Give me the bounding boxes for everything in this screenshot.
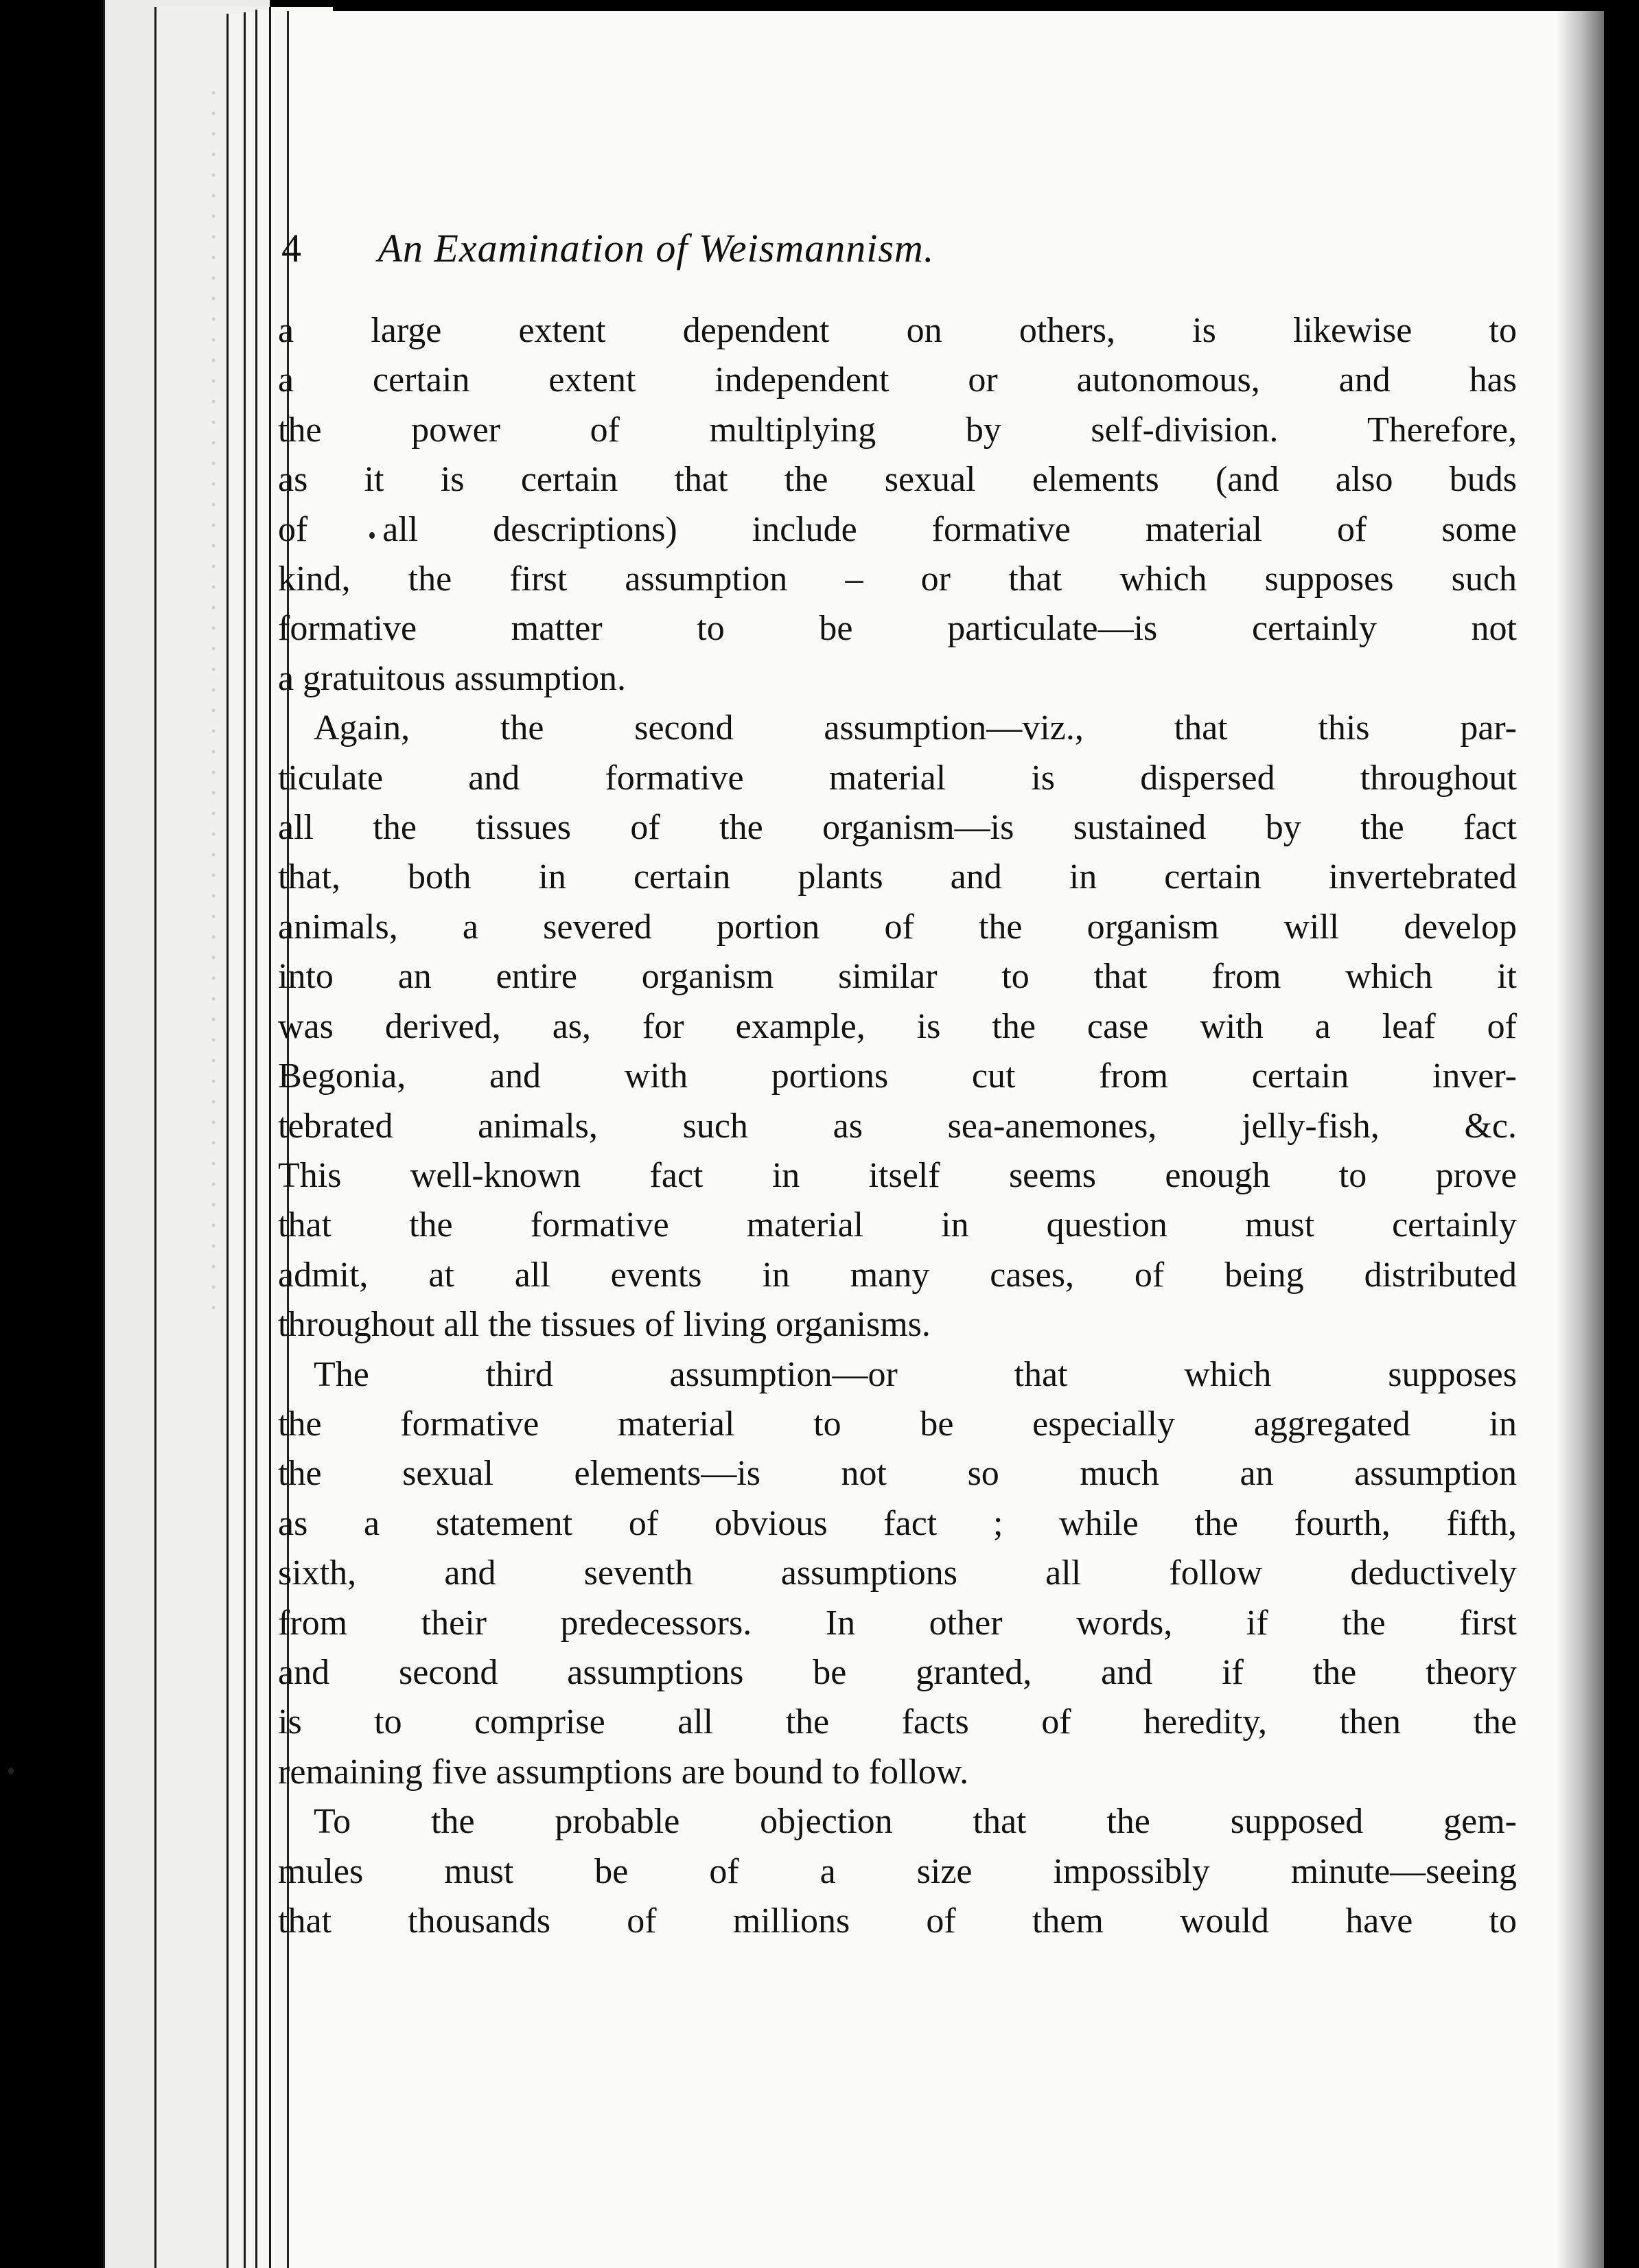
text-line: the formative material to be especially aggregated in	[278, 1404, 1517, 1444]
text-line: was derived, as, for example, is the case with a leaf of	[278, 1006, 1517, 1046]
paragraph	[278, 704, 1517, 1350]
text-line: animals, a severed portion of the organism will develop	[278, 907, 1517, 947]
paragraph	[278, 1350, 1517, 1798]
text-line: of all descriptions) include formative material of some	[278, 509, 1517, 549]
text-line: To the probable objection that the supposed gem-	[314, 1802, 1517, 1842]
text-line: all the tissues of the organism—is sustained by the fact	[278, 808, 1517, 848]
text-line: ticulate and formative material is dispersed throughout	[278, 758, 1517, 798]
running-title: An Examination of Weismannism.	[377, 226, 935, 270]
text-line: the power of multiplying by self-division. Therefore,	[278, 410, 1517, 450]
text-line: admit, at all events in many cases, of being distributed	[278, 1255, 1517, 1295]
text-line: and second assumptions be granted, and if the theory	[278, 1652, 1517, 1692]
text-line: kind, the first assumption – or that which supposes such	[278, 559, 1517, 599]
text-line: is to comprise all the facts of heredity, then the	[278, 1702, 1517, 1742]
text-line: as a statement of obvious fact ; while the fourth, fifth,	[278, 1503, 1517, 1543]
text-line: remaining five assumptions are bound to follow.	[278, 1752, 969, 1792]
text-line: The third assumption—or that which supposes	[314, 1354, 1517, 1394]
text-line: This well-known fact in itself seems enough to prove	[278, 1155, 1517, 1195]
page-number: 4	[281, 226, 301, 270]
text-line: sixth, and seventh assumptions all follow deductively	[278, 1553, 1517, 1593]
text-line: the sexual elements—is not so much an assumption	[278, 1454, 1517, 1494]
text-line: formative matter to be particulate—is certainly not	[278, 609, 1517, 649]
text-line: that, both in certain plants and in certain invertebrated	[278, 857, 1517, 897]
text-line: from their predecessors. In other words, if the first	[278, 1603, 1517, 1643]
paragraph	[278, 1797, 1517, 1946]
text-line: Again, the second assumption—viz., that this par-	[314, 708, 1517, 748]
stray-mark	[8, 1768, 14, 1774]
body-text	[278, 306, 1517, 1946]
text-line: Begonia, and with portions cut from certain inver-	[278, 1056, 1517, 1096]
text-line: a large extent dependent on others, is likewise to	[278, 311, 1517, 350]
text-line: that thousands of millions of them would have to	[278, 1901, 1517, 1941]
running-header	[281, 221, 1414, 276]
text-line: as it is certain that the sexual elements (and also buds	[278, 460, 1517, 500]
text-line: tebrated animals, such as sea-anemones, jelly-fish, &c.	[278, 1106, 1517, 1146]
gutter-shadow	[1556, 11, 1604, 2268]
text-line: that the formative material in question must certainly	[278, 1205, 1517, 1245]
text-line: mules must be of a size impossibly minute—seeing	[278, 1851, 1517, 1891]
text-line: into an entire organism similar to that from which it	[278, 957, 1517, 997]
text-line: a certain extent independent or autonomous, and has	[278, 360, 1517, 400]
text-line: a gratuitous assumption.	[278, 658, 626, 698]
paragraph	[278, 306, 1517, 704]
text-line: throughout all the tissues of living organisms.	[278, 1305, 931, 1345]
